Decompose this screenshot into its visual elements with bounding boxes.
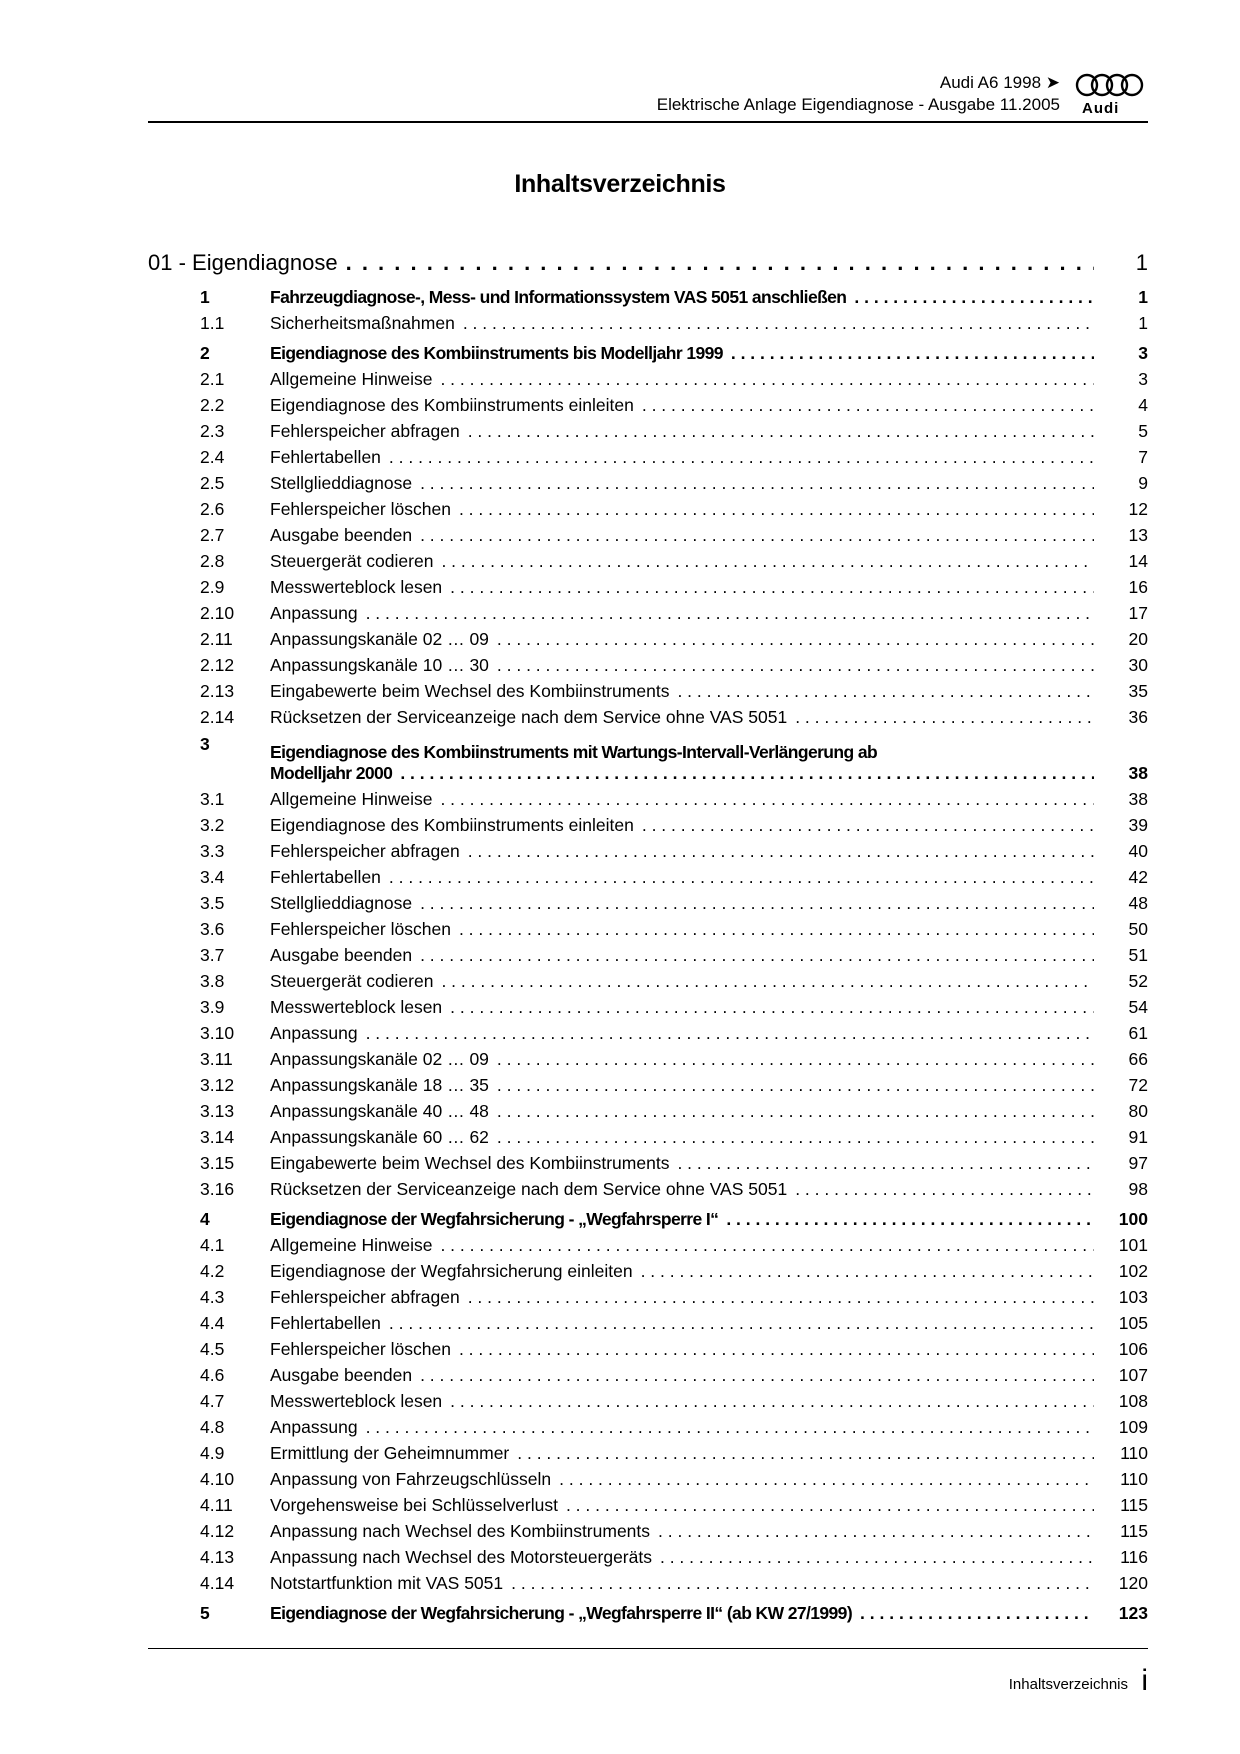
toc-leader-dots xyxy=(420,945,1094,966)
toc-subsection[interactable] xyxy=(148,1282,1148,1308)
toc-subsection[interactable] xyxy=(148,1230,1148,1256)
toc-subsection[interactable] xyxy=(148,914,1148,940)
toc-leader-dots xyxy=(441,971,1094,992)
toc-leader-dots xyxy=(795,1179,1094,1200)
toc-chapter-page: 1 xyxy=(1135,250,1148,275)
toc-entry-page: 52 xyxy=(1128,971,1148,991)
footer-page-number: i xyxy=(1141,1664,1148,1697)
toc-entry-title: Rücksetzen der Serviceanzeige nach dem Service ohne VAS 5051 xyxy=(270,1179,788,1199)
toc-subsection[interactable] xyxy=(148,1542,1148,1568)
toc-entry-page: 13 xyxy=(1128,525,1148,545)
footer-rule xyxy=(148,1648,1148,1649)
toc-subsection[interactable] xyxy=(148,940,1148,966)
toc-leader-dots xyxy=(440,1235,1094,1256)
toc-entry-number: 2.1 xyxy=(200,369,225,389)
toc-leader-dots xyxy=(860,1603,1094,1624)
toc-leader-dots xyxy=(497,629,1094,650)
toc-entry-number: 3.1 xyxy=(200,789,225,809)
toc-entry-title: Eingabewerte beim Wechsel des Kombiinstruments xyxy=(270,681,670,701)
toc-leader-dots xyxy=(450,577,1094,598)
toc-entry-page: 105 xyxy=(1118,1313,1148,1333)
toc-subsection[interactable] xyxy=(148,702,1148,728)
toc-entry-title: Anpassungskanäle 02 … 09 xyxy=(270,1049,489,1069)
toc-leader-dots xyxy=(346,250,1094,276)
toc-entry-page: 66 xyxy=(1128,1049,1148,1069)
toc-entry-page: 4 xyxy=(1138,395,1148,415)
toc-entry-number: 3 xyxy=(200,734,210,754)
toc-entry-page: 98 xyxy=(1128,1179,1148,1199)
toc-entry-title: Eigendiagnose des Kombiinstruments einleiten xyxy=(270,815,634,835)
toc-entry-number: 2.10 xyxy=(200,603,235,623)
toc-leader-dots xyxy=(641,1261,1094,1282)
toc-subsection[interactable] xyxy=(148,520,1148,546)
toc-subsection[interactable] xyxy=(148,966,1148,992)
toc-entry-page: 40 xyxy=(1128,841,1148,861)
toc-leader-dots xyxy=(726,1209,1094,1230)
toc-entry-number: 2.6 xyxy=(200,499,225,519)
toc-leader-dots xyxy=(389,1313,1094,1334)
toc-entry-page: 38 xyxy=(1128,763,1148,783)
toc-leader-dots xyxy=(511,1573,1094,1594)
toc-entry-title: Fehlertabellen xyxy=(270,447,381,467)
toc-entry-title: Anpassungskanäle 60 … 62 xyxy=(270,1127,489,1147)
toc-chapter-title: 01 - Eigendiagnose xyxy=(148,250,338,275)
toc-leader-dots xyxy=(389,867,1094,888)
toc-entry-title: Anpassung von Fahrzeugschlüsseln xyxy=(270,1469,552,1489)
toc-subsection[interactable] xyxy=(148,468,1148,494)
toc-entry-page: 36 xyxy=(1128,707,1148,727)
toc-subsection[interactable] xyxy=(148,494,1148,520)
toc-entry-page: 107 xyxy=(1118,1365,1148,1385)
toc-entry-page: 108 xyxy=(1118,1391,1148,1411)
toc-subsection[interactable] xyxy=(148,1018,1148,1044)
toc-entry-page: 30 xyxy=(1128,655,1148,675)
toc-subsection[interactable] xyxy=(148,676,1148,702)
toc-section[interactable] xyxy=(148,282,1148,308)
toc-entry-number: 4.8 xyxy=(200,1417,225,1437)
toc-entry-title-cont: Modelljahr 2000 xyxy=(270,763,393,783)
toc-entry-page: 120 xyxy=(1118,1573,1148,1593)
toc-entry-title: Rücksetzen der Serviceanzeige nach dem Service ohne VAS 5051 xyxy=(270,707,788,727)
toc-entry-number: 2.3 xyxy=(200,421,225,441)
toc-entry-title: Anpassung xyxy=(270,1417,358,1437)
toc-leader-dots xyxy=(366,603,1094,624)
toc-subsection[interactable] xyxy=(148,572,1148,598)
toc-entry-title: Steuergerät codieren xyxy=(270,551,434,571)
toc-entry-title: Ermittlung der Geheimnummer xyxy=(270,1443,510,1463)
toc-subsection[interactable] xyxy=(148,1412,1148,1438)
toc-entry-page: 14 xyxy=(1128,551,1148,571)
toc-section[interactable] xyxy=(148,1598,1148,1624)
toc-entry-number: 3.2 xyxy=(200,815,225,835)
toc-leader-dots xyxy=(441,551,1094,572)
toc-entry-page: 115 xyxy=(1120,1495,1148,1515)
toc-entry-title: Ausgabe beenden xyxy=(270,1365,413,1385)
toc-entry-page: 50 xyxy=(1128,919,1148,939)
toc-leader-dots xyxy=(559,1469,1094,1490)
toc-entry-number: 3.6 xyxy=(200,919,225,939)
toc-entry-page: 9 xyxy=(1138,473,1148,493)
toc-subsection[interactable] xyxy=(148,442,1148,468)
toc-subsection[interactable] xyxy=(148,416,1148,442)
toc-entry-title: Fehlerspeicher abfragen xyxy=(270,1287,460,1307)
toc-entry-number: 4.1 xyxy=(200,1235,225,1255)
toc-subsection[interactable] xyxy=(148,1490,1148,1516)
toc-entry-page: 106 xyxy=(1118,1339,1148,1359)
toc-entry-number: 3.4 xyxy=(200,867,225,887)
toc-entry-title: Fehlerspeicher löschen xyxy=(270,499,451,519)
toc-entry-number: 4.9 xyxy=(200,1443,225,1463)
toc-leader-dots xyxy=(366,1023,1094,1044)
toc-leader-dots xyxy=(566,1495,1094,1516)
toc-leader-dots xyxy=(463,313,1094,334)
toc-leader-dots xyxy=(459,919,1094,940)
toc-entry-title: Vorgehensweise bei Schlüsselverlust xyxy=(270,1495,558,1515)
toc-entry-title: Allgemeine Hinweise xyxy=(270,1235,433,1255)
toc-entry-number: 2.12 xyxy=(200,655,235,675)
toc-entry-page: 48 xyxy=(1128,893,1148,913)
toc-subsection[interactable] xyxy=(148,1122,1148,1148)
toc-leader-dots xyxy=(440,369,1094,390)
toc-entry-page: 101 xyxy=(1118,1235,1148,1255)
page-header xyxy=(148,72,1148,124)
toc-leader-dots xyxy=(420,473,1094,494)
toc-entry-number: 3.14 xyxy=(200,1127,235,1147)
toc-entry-title: Messwerteblock lesen xyxy=(270,997,443,1017)
toc-subsection[interactable] xyxy=(148,1148,1148,1174)
toc-entry-title: Anpassung xyxy=(270,1023,358,1043)
footer-label: Inhaltsverzeichnis xyxy=(1008,1676,1128,1693)
toc-leader-dots xyxy=(795,707,1094,728)
toc-section[interactable] xyxy=(148,732,1148,784)
toc-entry-number: 2.13 xyxy=(200,681,235,701)
toc-leader-dots xyxy=(420,525,1094,546)
toc-leader-dots xyxy=(854,287,1094,308)
toc-entry-title: Eigendiagnose der Wegfahrsicherung - „Wegfahrsperre I“ xyxy=(270,1209,719,1229)
toc-entry-number: 3.7 xyxy=(200,945,225,965)
toc-entry-title: Sicherheitsmaßnahmen xyxy=(270,313,455,333)
toc-entry-page: 1 xyxy=(1138,313,1148,333)
toc-subsection[interactable] xyxy=(148,1438,1148,1464)
toc-entry-number: 1 xyxy=(200,287,210,307)
toc-entry-page: 3 xyxy=(1138,343,1148,363)
toc-entry-page: 38 xyxy=(1128,789,1148,809)
toc-entry-page: 110 xyxy=(1120,1469,1148,1489)
toc-entry-page: 3 xyxy=(1138,369,1148,389)
toc-entry-page: 109 xyxy=(1118,1417,1148,1437)
toc-entry-number: 3.12 xyxy=(200,1075,235,1095)
toc-leader-dots xyxy=(459,1339,1094,1360)
toc-section[interactable] xyxy=(148,338,1148,364)
toc-leader-dots xyxy=(642,395,1094,416)
toc-entry-number: 3.15 xyxy=(200,1153,235,1173)
toc-entry-title: Anpassung xyxy=(270,603,358,623)
toc-entry-number: 4.12 xyxy=(200,1521,235,1541)
toc-entry-number: 3.11 xyxy=(200,1049,233,1069)
toc-entry-page: 91 xyxy=(1128,1127,1148,1147)
toc-entry-number: 4.10 xyxy=(200,1469,235,1489)
toc-entry-title: Ausgabe beenden xyxy=(270,945,413,965)
toc-leader-dots xyxy=(517,1443,1094,1464)
toc-entry-title: Eigendiagnose des Kombiinstruments einleiten xyxy=(270,395,634,415)
toc-leader-dots xyxy=(450,997,1094,1018)
toc-entry-number: 4.11 xyxy=(200,1495,233,1515)
toc-entry-page: 110 xyxy=(1120,1443,1148,1463)
toc-subsection[interactable] xyxy=(148,1516,1148,1542)
toc-entry-title: Anpassungskanäle 40 … 48 xyxy=(270,1101,489,1121)
toc-section[interactable] xyxy=(148,1204,1148,1230)
toc-leader-dots xyxy=(677,681,1094,702)
toc-entry-title: Eigendiagnose des Kombiinstruments mit Wartungs-Intervall-Verlängerung ab xyxy=(270,742,878,762)
toc-entry-page: 42 xyxy=(1128,867,1148,887)
toc-entry-number: 4.7 xyxy=(200,1391,225,1411)
toc-entry-title: Messwerteblock lesen xyxy=(270,1391,443,1411)
toc-entry-title: Fehlerspeicher löschen xyxy=(270,1339,451,1359)
toc-leader-dots xyxy=(468,1287,1094,1308)
toc-subsection[interactable] xyxy=(148,810,1148,836)
toc-entry-number: 3.3 xyxy=(200,841,225,861)
toc-entry-number: 2.11 xyxy=(200,629,233,649)
toc-leader-dots xyxy=(497,655,1094,676)
toc-entry-title: Notstartfunktion mit VAS 5051 xyxy=(270,1573,504,1593)
toc-leader-dots xyxy=(468,421,1094,442)
toc-entry-title: Anpassungskanäle 18 … 35 xyxy=(270,1075,489,1095)
toc-leader-dots xyxy=(497,1127,1094,1148)
toc-entry-number: 4.6 xyxy=(200,1365,225,1385)
toc-leader-dots xyxy=(400,763,1094,784)
toc-leader-dots xyxy=(459,499,1094,520)
toc-entry-number: 2 xyxy=(200,343,210,363)
header-subtitle: Elektrische Anlage Eigendiagnose - Ausgabe 11.2005 xyxy=(656,95,1060,114)
toc-entry-number: 4.4 xyxy=(200,1313,225,1333)
toc-entry-title: Fehlerspeicher abfragen xyxy=(270,841,460,861)
toc-subsection[interactable] xyxy=(148,862,1148,888)
toc-leader-dots xyxy=(497,1049,1094,1070)
toc-entry-page: 1 xyxy=(1138,287,1148,307)
toc-subsection[interactable] xyxy=(148,364,1148,390)
toc-entry-number: 3.9 xyxy=(200,997,225,1017)
toc-entry-page: 115 xyxy=(1120,1521,1148,1541)
toc-entry-number: 3.5 xyxy=(200,893,225,913)
toc-subsection[interactable] xyxy=(148,650,1148,676)
toc-leader-dots xyxy=(642,815,1094,836)
toc-subsection[interactable] xyxy=(148,1568,1148,1594)
toc-subsection[interactable] xyxy=(148,308,1148,334)
toc-subsection[interactable] xyxy=(148,888,1148,914)
toc-leader-dots xyxy=(420,893,1094,914)
toc-entry-title: Fehlerspeicher abfragen xyxy=(270,421,460,441)
toc-entry-title: Anpassung nach Wechsel des Kombiinstruments xyxy=(270,1521,651,1541)
toc-subsection[interactable] xyxy=(148,546,1148,572)
toc-entry-page: 100 xyxy=(1118,1209,1148,1229)
toc-entry-number: 2.4 xyxy=(200,447,225,467)
toc-subsection[interactable] xyxy=(148,1096,1148,1122)
toc-chapter[interactable] xyxy=(148,242,1148,276)
toc-entry-page: 20 xyxy=(1128,629,1148,649)
toc-entry-page: 51 xyxy=(1128,945,1148,965)
toc-entry-page: 102 xyxy=(1118,1261,1148,1281)
toc-entry-number: 3.10 xyxy=(200,1023,235,1043)
toc-entry-number: 4.14 xyxy=(200,1573,235,1593)
toc-entry-number: 2.5 xyxy=(200,473,225,493)
toc-entry-page: 7 xyxy=(1138,447,1148,467)
toc-entry-title: Steuergerät codieren xyxy=(270,971,434,991)
toc-entry-title: Eigendiagnose der Wegfahrsicherung - „Wegfahrsperre II“ (ab KW 27/1999) xyxy=(270,1603,853,1623)
toc-entry-page: 123 xyxy=(1118,1603,1148,1623)
toc-leader-dots xyxy=(389,447,1094,468)
audi-rings-icon xyxy=(1072,73,1148,99)
toc-entry-page: 35 xyxy=(1128,681,1148,701)
toc-leader-dots xyxy=(497,1101,1094,1122)
toc-entry-title: Anpassungskanäle 02 … 09 xyxy=(270,629,489,649)
toc-subsection[interactable] xyxy=(148,1174,1148,1200)
toc-entry-title: Ausgabe beenden xyxy=(270,525,413,545)
toc-subsection[interactable] xyxy=(148,598,1148,624)
toc-entry-title: Stellglieddiagnose xyxy=(270,893,413,913)
toc-entry-number: 5 xyxy=(200,1603,210,1623)
toc-entry-title: Eingabewerte beim Wechsel des Kombiinstruments xyxy=(270,1153,670,1173)
toc-entry-number: 2.2 xyxy=(200,395,225,415)
toc-entry-number: 4 xyxy=(200,1209,210,1229)
toc-leader-dots xyxy=(660,1547,1094,1568)
toc-subsection[interactable] xyxy=(148,784,1148,810)
toc-entry-page: 54 xyxy=(1128,997,1148,1017)
toc-entry-page: 80 xyxy=(1128,1101,1148,1121)
toc-entry-page: 72 xyxy=(1128,1075,1148,1095)
toc-entry-page: 5 xyxy=(1138,421,1148,441)
toc-subsection[interactable] xyxy=(148,836,1148,862)
toc-entry-number: 2.9 xyxy=(200,577,225,597)
toc-entry-number: 4.5 xyxy=(200,1339,225,1359)
toc-leader-dots xyxy=(731,343,1094,364)
toc-entry-title: Messwerteblock lesen xyxy=(270,577,443,597)
toc-entry-title: Allgemeine Hinweise xyxy=(270,789,433,809)
toc-entry-title: Anpassungskanäle 10 … 30 xyxy=(270,655,489,675)
toc-leader-dots xyxy=(468,841,1094,862)
toc-entry-number: 2.7 xyxy=(200,525,225,545)
audi-logo xyxy=(1072,73,1148,117)
table-of-contents xyxy=(148,242,1148,1624)
toc-entry-title: Fehlertabellen xyxy=(270,867,381,887)
page-title: Inhaltsverzeichnis xyxy=(514,170,726,198)
toc-subsection[interactable] xyxy=(148,1070,1148,1096)
toc-subsection[interactable] xyxy=(148,1386,1148,1412)
toc-leader-dots xyxy=(366,1417,1094,1438)
toc-entry-page: 103 xyxy=(1118,1287,1148,1307)
toc-entry-title: Eigendiagnose der Wegfahrsicherung einleiten xyxy=(270,1261,633,1281)
toc-entry-page: 116 xyxy=(1120,1547,1148,1567)
toc-subsection[interactable] xyxy=(148,992,1148,1018)
toc-entry-title: Eigendiagnose des Kombiinstruments bis Modelljahr 1999 xyxy=(270,343,723,363)
toc-entry-page: 97 xyxy=(1128,1153,1148,1173)
toc-subsection[interactable] xyxy=(148,1464,1148,1490)
toc-subsection[interactable] xyxy=(148,1256,1148,1282)
toc-subsection[interactable] xyxy=(148,1308,1148,1334)
toc-leader-dots xyxy=(420,1365,1094,1386)
toc-subsection[interactable] xyxy=(148,1334,1148,1360)
toc-entry-number: 2.8 xyxy=(200,551,225,571)
toc-subsection[interactable] xyxy=(148,1044,1148,1070)
header-model: Audi A6 1998 ➤ xyxy=(939,73,1060,92)
toc-entry-number: 3.8 xyxy=(200,971,225,991)
toc-entry-page: 39 xyxy=(1128,815,1148,835)
toc-subsection[interactable] xyxy=(148,390,1148,416)
toc-entry-page: 12 xyxy=(1128,499,1148,519)
toc-entry-title: Fehlerspeicher löschen xyxy=(270,919,451,939)
header-rule xyxy=(148,121,1148,123)
toc-subsection[interactable] xyxy=(148,624,1148,650)
toc-subsection[interactable] xyxy=(148,1360,1148,1386)
toc-entry-number: 4.13 xyxy=(200,1547,235,1567)
toc-leader-dots xyxy=(497,1075,1094,1096)
toc-entry-number: 2.14 xyxy=(200,707,235,727)
toc-entry-title: Allgemeine Hinweise xyxy=(270,369,433,389)
toc-entry-title: Fahrzeugdiagnose-, Mess- und Informationssystem VAS 5051 anschließen xyxy=(270,287,847,307)
toc-entry-page: 17 xyxy=(1128,603,1148,623)
toc-entry-number: 3.13 xyxy=(200,1101,235,1121)
toc-leader-dots xyxy=(677,1153,1094,1174)
toc-leader-dots xyxy=(658,1521,1094,1542)
toc-entry-title: Stellglieddiagnose xyxy=(270,473,413,493)
toc-entry-title: Anpassung nach Wechsel des Motorsteuergeräts xyxy=(270,1547,652,1567)
toc-entry-number: 3.16 xyxy=(200,1179,235,1199)
header-text xyxy=(657,72,1060,116)
toc-leader-dots xyxy=(450,1391,1094,1412)
audi-wordmark: Audi xyxy=(1082,100,1120,117)
toc-entry-number: 4.3 xyxy=(200,1287,225,1307)
toc-entry-page: 61 xyxy=(1128,1023,1148,1043)
toc-entry-title: Fehlertabellen xyxy=(270,1313,381,1333)
toc-entry-page: 16 xyxy=(1128,577,1148,597)
toc-entry-number: 4.2 xyxy=(200,1261,225,1281)
toc-leader-dots xyxy=(440,789,1094,810)
toc-entry-number: 1.1 xyxy=(200,313,225,333)
